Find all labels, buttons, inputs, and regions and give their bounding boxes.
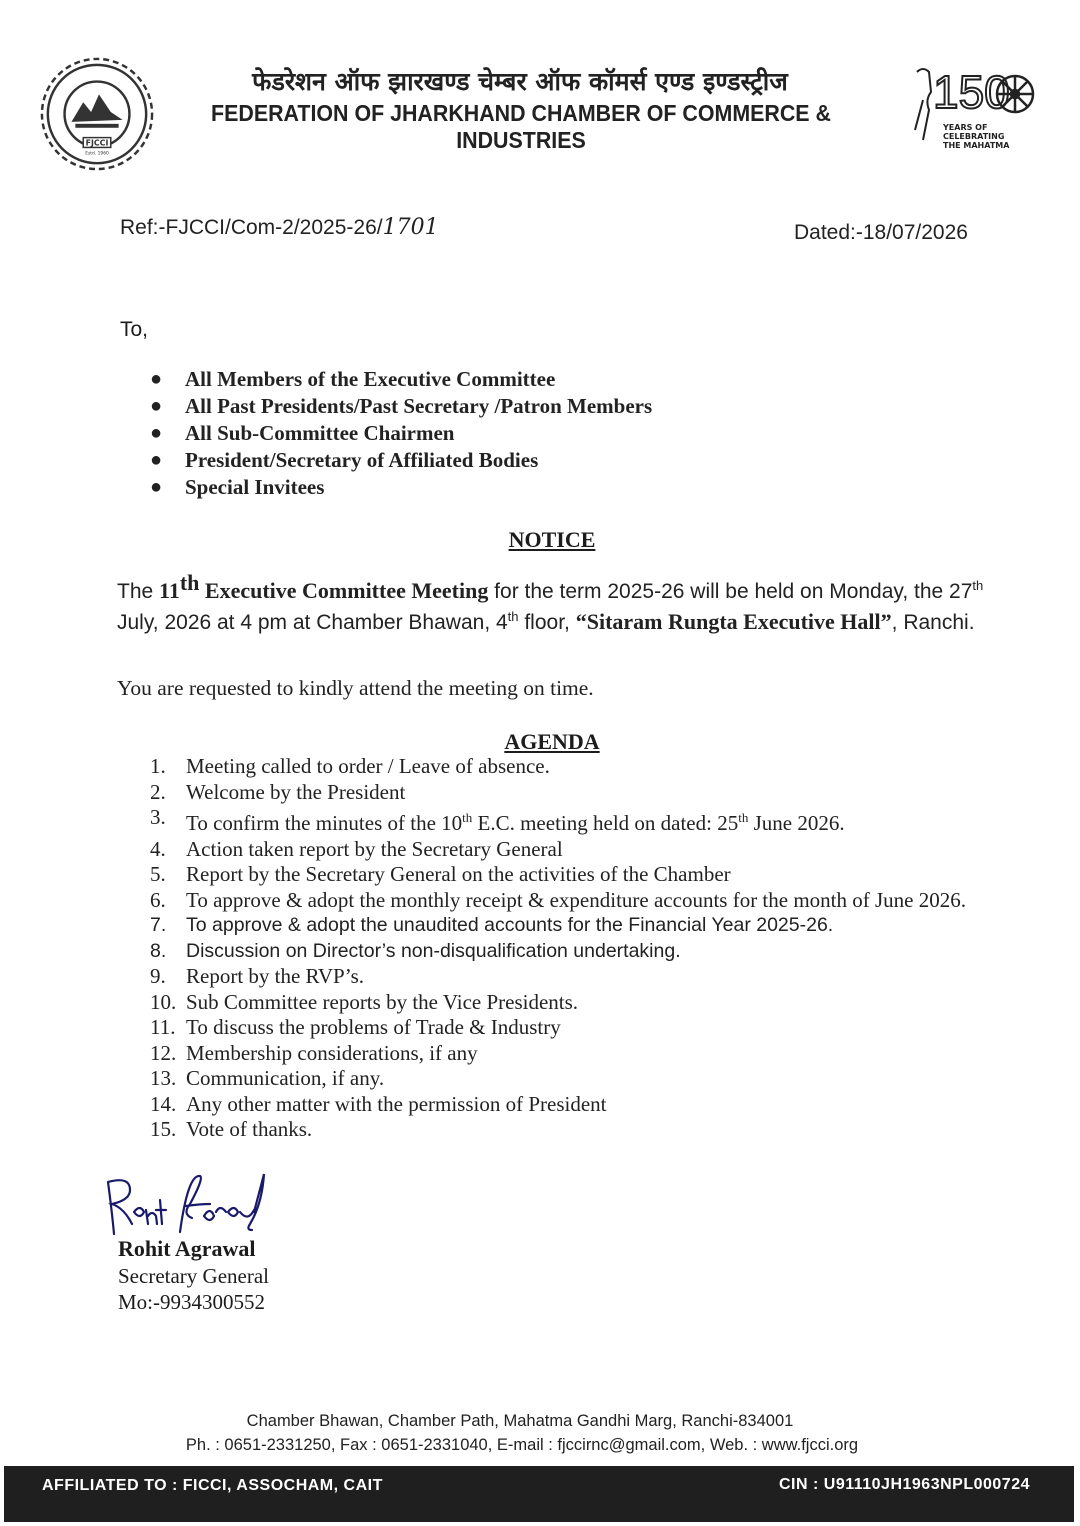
agenda-item: 13. Communication, if any. xyxy=(150,1066,385,1090)
notice-heading: NOTICE xyxy=(508,527,596,552)
notice-paragraph: The 11th Executive Committee Meeting for the term 2025-26 will be held on Monday, the 27th July, 2026 at 4 pm at Chamber Bhawan, 4th floor, “Sitaram Rungta Executive Hall”, Ranchi. xyxy=(117,570,984,634)
signatory-name: Rohit Agrawal xyxy=(118,1236,256,1261)
footer-address: Chamber Bhawan, Chamber Path, Mahatma Gandhi Marg, Ranchi-834001 xyxy=(246,1412,794,1430)
date: Dated:-18/07/2026 xyxy=(794,221,968,244)
to-label: To, xyxy=(120,318,149,341)
reference-number xyxy=(120,215,439,240)
recipient-item: ● All Sub-Committee Chairmen xyxy=(150,421,455,445)
reference-handwritten-number: 1701 xyxy=(382,215,439,240)
svg-text:THE MAHATMA: THE MAHATMA xyxy=(943,141,1010,150)
recipient-item: ● President/Secretary of Affiliated Bodies xyxy=(150,448,539,472)
signatory-title: Secretary General xyxy=(118,1264,269,1288)
agenda-item: 2. Welcome by the President xyxy=(150,779,406,804)
agenda-item: 6. To approve & adopt the monthly receipt & expenditure accounts for the month of June 2026. xyxy=(150,887,966,912)
recipient-item: ● All Members of the Executive Committee xyxy=(150,367,556,391)
org-name-hindi: फेडरेशन ऑफ झारखण्ड चेम्बर ऑफ कॉमर्स एण्ड इण्डस्ट्रीज xyxy=(252,67,788,96)
agenda-item: 15. Vote of thanks. xyxy=(150,1117,313,1141)
footer-contact: Ph. : 0651-2331250, Fax : 0651-2331040, E-mail : fjccirnc@gmail.com, Web. : www.fjcci.org xyxy=(185,1436,859,1454)
recipient-item: ● Special Invitees xyxy=(150,475,325,499)
signature-image xyxy=(100,1172,275,1244)
agenda-item: 10. Sub Committee reports by the Vice Presidents. xyxy=(150,989,579,1014)
svg-text:CELEBRATING: CELEBRATING xyxy=(943,132,1005,141)
org-name-english: FEDERATION OF JHARKHAND CHAMBER OF COMMERCE & INDUSTRIES xyxy=(211,100,831,153)
svg-text:FJCCI: FJCCI xyxy=(85,138,109,148)
agenda-item: 4. Action taken report by the Secretary General xyxy=(150,836,563,861)
fjcci-logo xyxy=(38,55,156,173)
footer-bar xyxy=(4,1466,1074,1522)
agenda-item: 11. To discuss the problems of Trade & Industry xyxy=(150,1015,561,1039)
mahatma-150-logo xyxy=(905,60,1045,160)
cin-number: CIN : U91110JH1963NPL000724 xyxy=(779,1476,1030,1493)
svg-text:YEARS OF: YEARS OF xyxy=(943,123,988,132)
agenda-heading: AGENDA xyxy=(504,729,600,754)
affiliation-text: AFFILIATED TO : FICCI, ASSOCHAM, CAIT xyxy=(42,1477,383,1494)
agenda-list xyxy=(150,754,985,1143)
agenda-item: 12. Membership considerations, if any xyxy=(150,1040,478,1065)
agenda-item: 7. To approve & adopt the unaudited accounts for the Financial Year 2025-26. xyxy=(150,914,834,936)
agenda-item: 8. Discussion on Director’s non-disqualification undertaking. xyxy=(150,939,681,962)
logo-number-150: 150 xyxy=(933,66,1010,118)
reference-prefix: Ref:-FJCCI/Com-2/2025-26/ xyxy=(120,216,383,239)
agenda-item: 9. Report by the RVP’s. xyxy=(150,964,364,988)
recipient-list xyxy=(150,366,652,501)
svg-text:Estd. 1960: Estd. 1960 xyxy=(85,151,109,157)
agenda-item: 3. To confirm the minutes of the 10th E.C. meeting held on dated: 25th June 2026. xyxy=(150,805,845,835)
agenda-item: 5. Report by the Secretary General on the activities of the Chamber xyxy=(150,862,731,886)
charkha-wheel-icon xyxy=(997,76,1033,112)
signatory-phone: Mo:-9934300552 xyxy=(118,1290,265,1314)
agenda-item: 14. Any other matter with the permission of President xyxy=(150,1091,607,1116)
recipient-item: ● All Past Presidents/Past Secretary /Patron Members xyxy=(150,394,653,418)
agenda-item: 1. Meeting called to order / Leave of absence. xyxy=(150,754,550,778)
attendance-request: You are requested to kindly attend the meeting on time. xyxy=(117,676,594,700)
